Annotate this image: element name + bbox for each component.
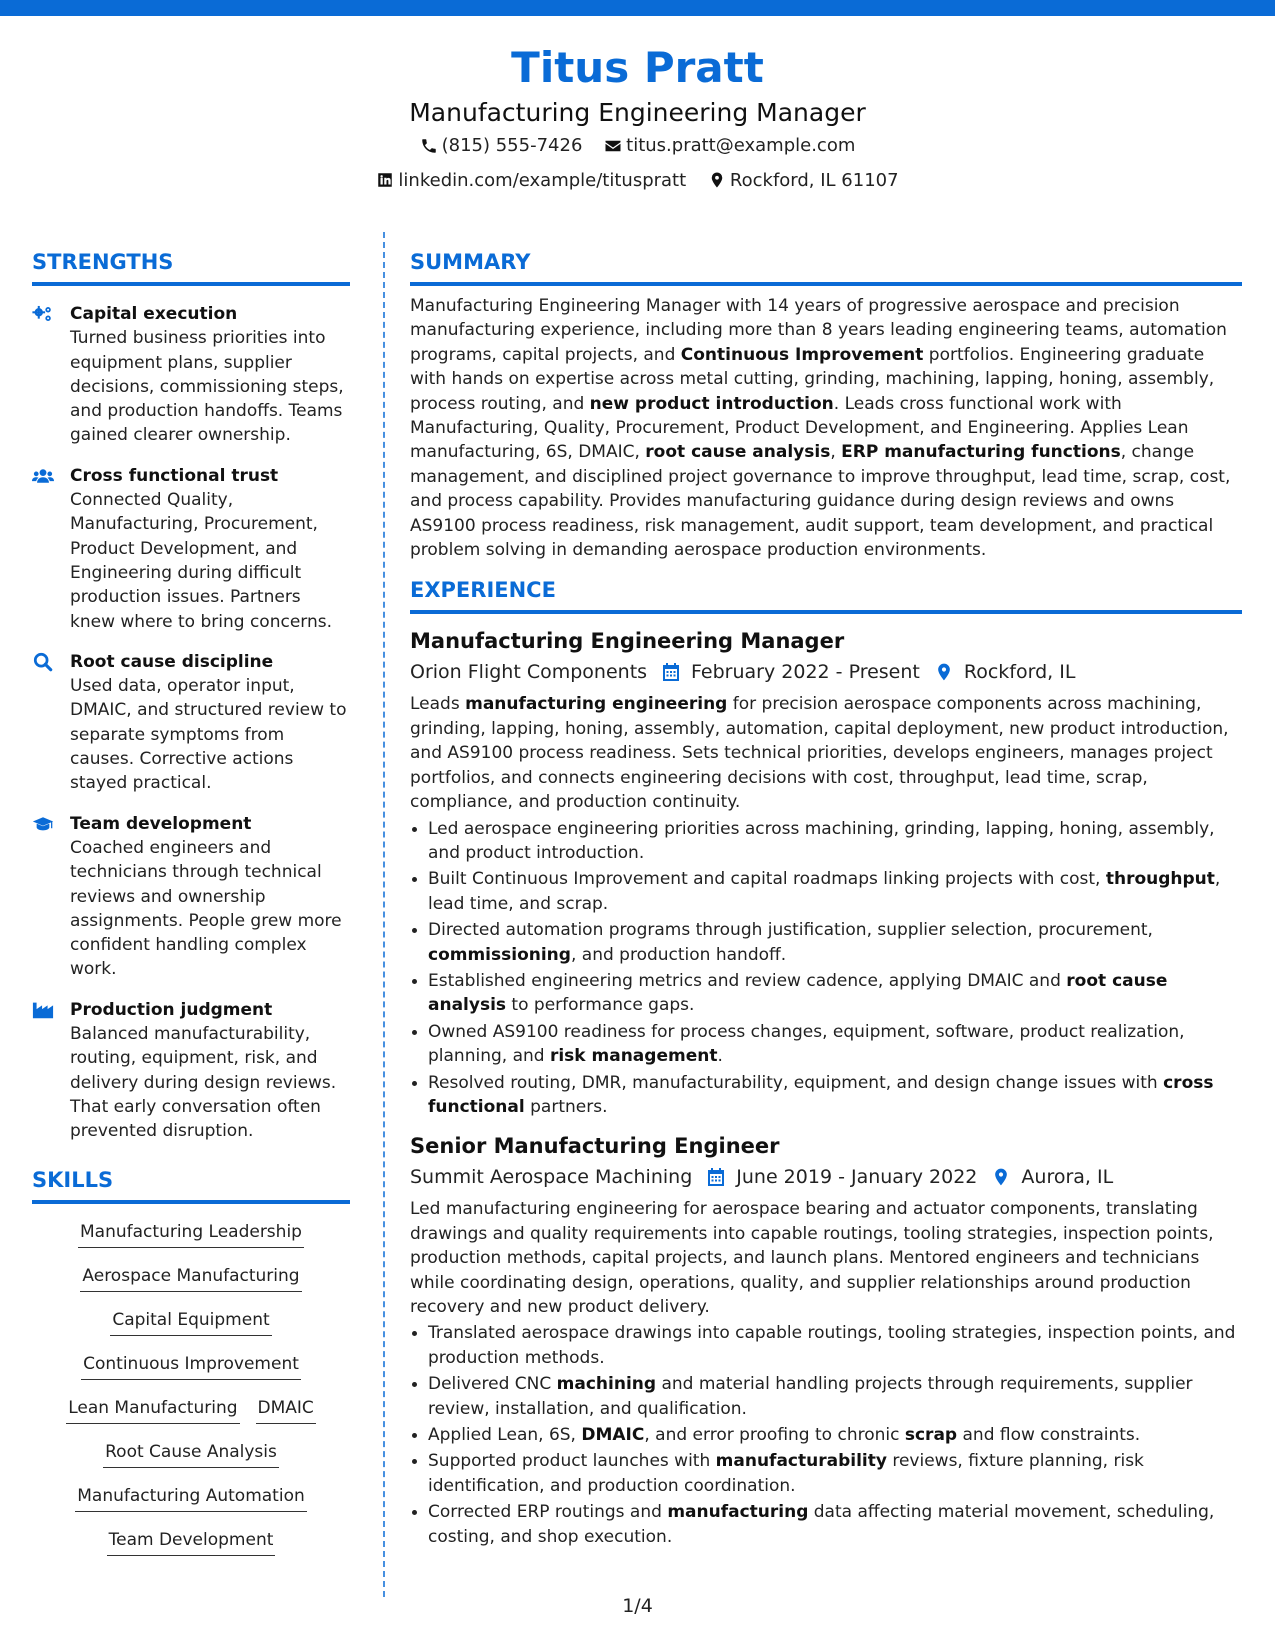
job-dates: February 2022 - Present bbox=[691, 661, 920, 684]
list-item: • Owned AS9100 readiness for process changes, equipment, software, product realization, planning, and risk management. bbox=[428, 1020, 1242, 1069]
strength-item bbox=[32, 998, 350, 1144]
job-meta bbox=[410, 656, 1242, 688]
strength-text: Coached engineers and technicians through technical reviews and ownership assignments. People grew more confident handling complex work. bbox=[70, 837, 342, 980]
list-item: • Applied Lean, 6S, DMAIC, and error proofing to chronic scrap and flow constraints. bbox=[428, 1423, 1242, 1447]
list-item: • Translated aerospace drawings into capable routings, tooling strategies, inspection points, and production methods. bbox=[428, 1321, 1242, 1370]
job-bullets bbox=[410, 1321, 1242, 1549]
job-bullets bbox=[410, 817, 1242, 1120]
summary-text: Manufacturing Engineering Manager with 14 years of progressive aerospace and precision manufacturing experience, including more than 8 years leading engineering teams, automation programs, capital projects, and Continuous Improvement portfolios. Engineering graduate with hands on expertise across metal cutting, grinding, machining, lapping, honing, assembly, process routing, and new product introduction. Leads cross functional work with Manufacturing, Quality, Procurement, Product Development, and Engineering. Applies Lean manufacturing, 6S, DMAIC, root cause analysis, ERP manufacturing functions, change management, and disciplined project governance to improve throughput, lead time, scrap, cost, and process capability. Provides manufacturing guidance during design reviews and owns AS9100 process readiness, risk management, audit support, team development, and practical problem solving in demanding aerospace production environments. bbox=[410, 296, 1231, 561]
map-pin-icon bbox=[991, 1167, 1011, 1187]
strengths-heading: STRENGTHS bbox=[32, 248, 350, 286]
strength-title: Root cause discipline bbox=[70, 651, 274, 672]
job-dates: June 2019 - January 2022 bbox=[736, 1166, 978, 1189]
strength-title: Team development bbox=[70, 813, 252, 834]
strength-text: Used data, operator input, DMAIC, and structured review to separate symptoms from causes. Corrective actions stayed practical. bbox=[70, 676, 347, 794]
resume-header bbox=[0, 40, 1275, 199]
column-divider bbox=[383, 232, 385, 1597]
contact-row-1 bbox=[0, 130, 1275, 165]
strength-title: Cross functional trust bbox=[70, 465, 279, 486]
users-icon bbox=[32, 466, 54, 486]
linkedin-icon bbox=[376, 171, 394, 189]
location bbox=[708, 165, 899, 196]
skill-tag: Continuous Improvement bbox=[81, 1352, 301, 1380]
linkedin-text: linkedin.com/example/tituspratt bbox=[398, 169, 687, 191]
candidate-title: Manufacturing Engineering Manager bbox=[409, 98, 866, 127]
candidate-name: Titus Pratt bbox=[511, 43, 764, 92]
right-column bbox=[410, 248, 1242, 1549]
list-item: • Directed automation programs through justification, supplier selection, procurement, commissioning, and production handoff. bbox=[428, 918, 1242, 967]
skill-tag: Root Cause Analysis bbox=[103, 1440, 279, 1468]
strength-item bbox=[32, 464, 350, 634]
job-location: Aurora, IL bbox=[1021, 1166, 1114, 1189]
strength-text: Connected Quality, Manufacturing, Procurement, Product Development, and Engineering during difficult production issues. Partners knew where to bring concerns. bbox=[70, 490, 332, 632]
map-pin-icon bbox=[934, 662, 954, 682]
list-item: • Corrected ERP routings and manufacturing data affecting material movement, scheduling, costing, and shop execution. bbox=[428, 1500, 1242, 1549]
skill-tag: Capital Equipment bbox=[110, 1308, 271, 1336]
job-entry bbox=[410, 1131, 1242, 1549]
linkedin[interactable] bbox=[376, 165, 686, 196]
job-title: Manufacturing Engineering Manager bbox=[410, 629, 845, 654]
strength-item bbox=[32, 812, 350, 982]
list-item: • Supported product launches with manufacturability reviews, fixture planning, risk identification, and production coordination. bbox=[428, 1449, 1242, 1498]
skill-tag: Manufacturing Automation bbox=[75, 1484, 307, 1512]
location-text: Rockford, IL 61107 bbox=[729, 169, 899, 191]
contact-row-2 bbox=[0, 165, 1275, 200]
skills-list bbox=[32, 1220, 350, 1556]
calendar-icon bbox=[661, 662, 681, 682]
list-item: • Established engineering metrics and review cadence, applying DMAIC and root cause analysis to performance gaps. bbox=[428, 969, 1242, 1018]
strength-text: Balanced manufacturability, routing, equipment, risk, and delivery during design reviews. That early conversation often prevented disruption. bbox=[70, 1024, 337, 1142]
email-text: titus.pratt@example.com bbox=[626, 135, 856, 156]
job-entry bbox=[410, 626, 1242, 1119]
list-item: • Built Continuous Improvement and capital roadmaps linking projects with cost, throughput, lead time, and scrap. bbox=[428, 867, 1242, 916]
map-pin-icon bbox=[708, 171, 726, 189]
skill-tag: Manufacturing Leadership bbox=[78, 1220, 304, 1248]
skill-tag: Aerospace Manufacturing bbox=[80, 1264, 301, 1292]
job-description: Led manufacturing engineering for aerospace bearing and actuator components, translating drawings and quality requirements into capable routings, tooling strategies, inspection points, production methods, capital projects, and launch plans. Mentored engineers and technicians while coordinating design, operations, quality, and supplier relationships around production recovery and new product delivery. bbox=[410, 1199, 1214, 1317]
graduation-cap-icon bbox=[32, 814, 54, 834]
job-title: Senior Manufacturing Engineer bbox=[410, 1134, 780, 1159]
strength-title: Capital execution bbox=[70, 304, 238, 324]
list-item: • Resolved routing, DMR, manufacturability, equipment, and design change issues with cross functional partners. bbox=[428, 1071, 1242, 1120]
job-meta bbox=[410, 1161, 1242, 1193]
list-item: • Delivered CNC machining and material handling projects through requirements, supplier review, installation, and qualification. bbox=[428, 1372, 1242, 1421]
skill-tag: DMAIC bbox=[256, 1396, 316, 1424]
industry-icon bbox=[32, 1000, 54, 1020]
page-number: 1/4 bbox=[622, 1595, 653, 1617]
skill-tag: Lean Manufacturing bbox=[66, 1396, 239, 1424]
envelope-icon bbox=[604, 137, 622, 155]
summary-heading: SUMMARY bbox=[410, 248, 1242, 286]
strength-title: Production judgment bbox=[70, 999, 273, 1020]
email[interactable] bbox=[604, 130, 855, 161]
left-column bbox=[32, 248, 350, 1556]
job-company: Orion Flight Components bbox=[410, 661, 648, 684]
calendar-icon bbox=[706, 1167, 726, 1187]
job-company: Summit Aerospace Machining bbox=[410, 1166, 693, 1189]
experience-heading: EXPERIENCE bbox=[410, 576, 1242, 614]
phone[interactable] bbox=[420, 130, 583, 161]
phone-icon bbox=[420, 137, 438, 155]
gears-icon bbox=[32, 304, 54, 324]
search-icon bbox=[32, 652, 54, 672]
phone-text: (815) 555-7426 bbox=[441, 135, 583, 156]
strength-item bbox=[32, 302, 350, 448]
list-item: • Led aerospace engineering priorities across machining, grinding, lapping, honing, assembly, and product introduction. bbox=[428, 817, 1242, 866]
job-description: Leads manufacturing engineering for precision aerospace components across machining, grinding, lapping, honing, assembly, automation, capital deployment, new product introduction, and AS9100 process readiness. Sets technical priorities, develops engineers, manages project portfolios, and connects engineering decisions with cost, throughput, lead time, scrap, compliance, and production continuity. bbox=[410, 694, 1229, 813]
skill-tag: Team Development bbox=[107, 1528, 276, 1556]
job-location: Rockford, IL bbox=[963, 661, 1076, 684]
top-accent-bar bbox=[0, 0, 1275, 16]
skills-heading: SKILLS bbox=[32, 1166, 350, 1204]
strength-text: Turned business priorities into equipment plans, supplier decisions, commissioning steps, and production handoffs. Teams gained clearer ownership. bbox=[70, 328, 344, 446]
strength-item bbox=[32, 650, 350, 796]
